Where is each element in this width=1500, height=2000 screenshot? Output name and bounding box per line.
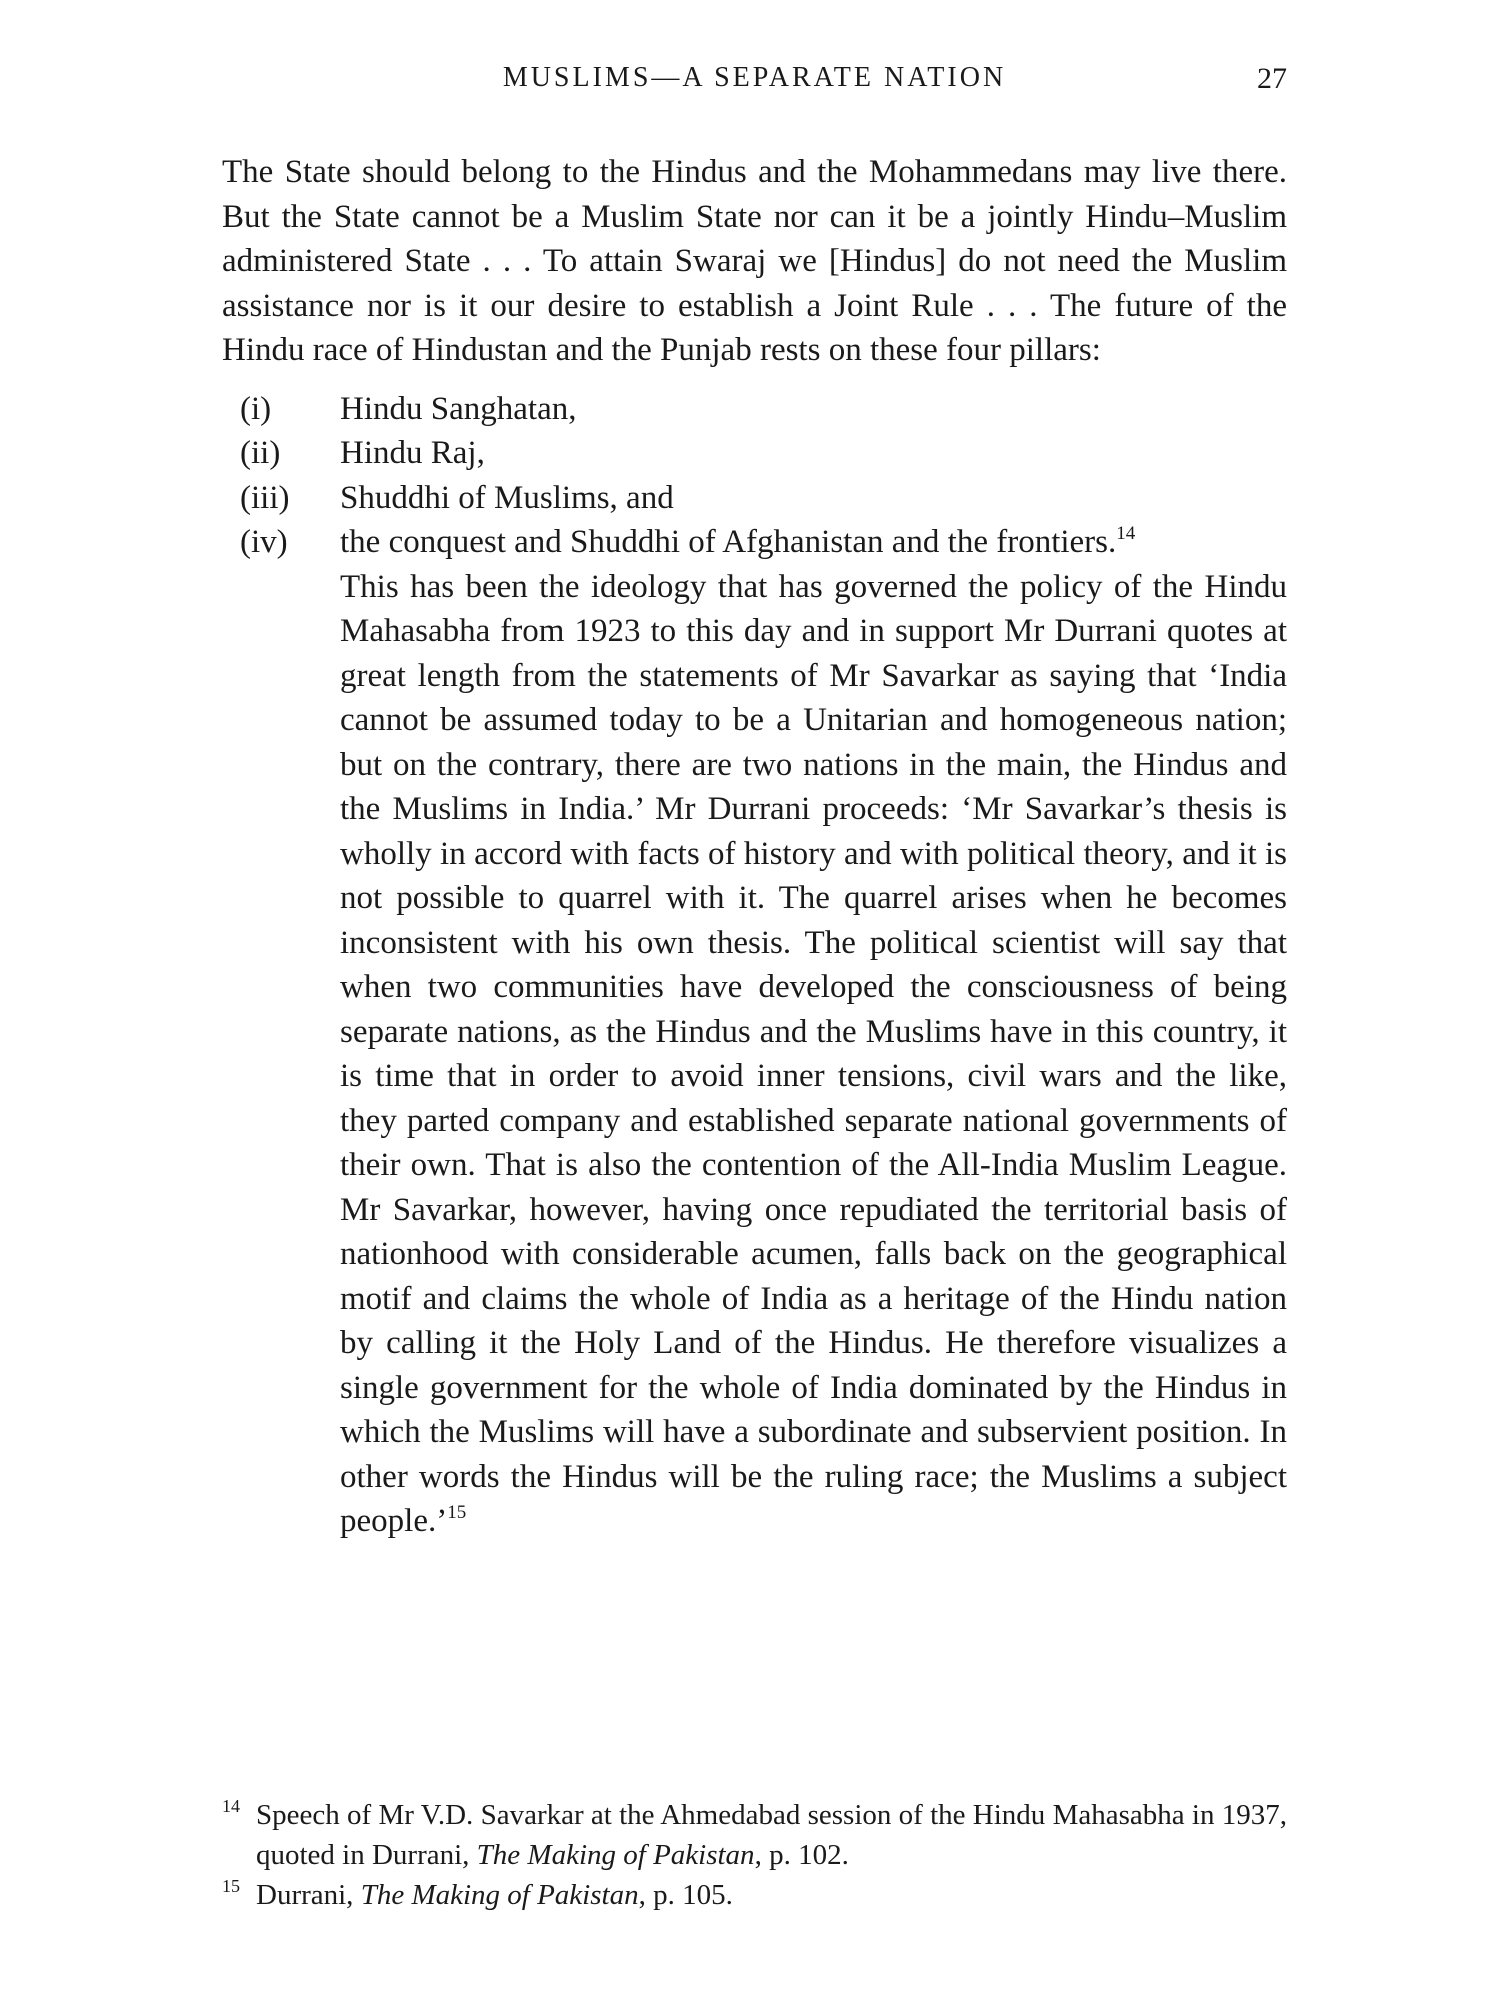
book-title: The Making of Pakistan	[476, 1839, 755, 1871]
footnote-ref-15[interactable]: 15	[447, 1502, 467, 1523]
continuation-paragraph	[222, 565, 1287, 1544]
running-head	[222, 62, 1287, 102]
footnote-text: Speech of Mr V.D. Savarkar at the Ahmedabad session of the Hindu Mahasabha in 1937, quoted in Durrani,	[256, 1799, 1287, 1871]
page-number: 27	[1257, 62, 1287, 95]
list-item	[222, 387, 1287, 432]
footnotes	[222, 1795, 1287, 1915]
footnote-text: Durrani,	[256, 1879, 361, 1911]
list-marker: (ii)	[240, 435, 281, 471]
list-item-text: Shuddhi of Muslims, and	[340, 479, 674, 516]
list-item	[222, 520, 1287, 565]
list-item-text: Hindu Sanghatan,	[340, 390, 577, 427]
running-title: MUSLIMS—A SEPARATE NATION	[502, 62, 1007, 93]
footnote-15: 15 Durrani, The Making of Pakistan, p. 105.	[222, 1876, 733, 1911]
main-text	[222, 150, 1287, 1544]
footnote-14: 14 Speech of Mr V.D. Savarkar at the Ahmedabad session of the Hindu Mahasabha in 1937, quoted in Durrani, The Making of Pakistan, p. 102.	[222, 1796, 1287, 1871]
footnote-page: , p. 102.	[754, 1839, 849, 1871]
book-title: The Making of Pakistan	[360, 1879, 639, 1911]
list-item-text: the conquest and Shuddhi of Afghanistan and the frontiers.	[340, 524, 1117, 560]
list-marker: (iv)	[240, 524, 288, 560]
intro-paragraph: The State should belong to the Hindus and the Mohammedans may live there. But the State cannot be a Muslim State nor can it be a jointly Hindu–Muslim administered State . . . To attain Swaraj we [Hindus] do not need the Muslim assistance nor is it our desire to establish a Joint Rule . . . The future of the Hindu race of Hindustan and the Punjab rests on these four pillars:	[222, 154, 1287, 368]
pillars-list	[222, 387, 1287, 565]
footnote-ref-14[interactable]: 14	[1116, 523, 1136, 544]
list-item-text: Hindu Raj,	[340, 435, 485, 471]
continuation-text: This has been the ideology that has governed the policy of the Hindu Mahasabha from 1923 to this day and in support Mr Durrani quotes at great length from the statements of Mr Savarkar as saying that ‘India cannot be assumed today to be a Unitarian and homogeneous nation; but on the contrary, there are two nations in the main, the Hindus and the Muslims in India.’ Mr Durrani proceeds: ‘Mr Savarkar’s thesis is wholly in accord with facts of history and with political theory, and it is not possible to quarrel with it. The quarrel arises when he becomes inconsistent with his own thesis. The political scientist will say that when two communities have developed the consciousness of being separate nations, as the Hindus and the Muslims have in this country, it is time that in order to avoid inner tensions, civil wars and the like, they parted company and established separate national governments of their own. That is also the contention of the All-India Muslim League. Mr Savarkar, however, having once repudiated the territorial basis of nationhood with considerable acumen, falls back on the geographical motif and claims the whole of India as a heritage of the Hindu nation by calling it the Holy Land of the Hindus. He therefore visualizes a single government for the whole of India dominated by the Hindus in which the Muslims will have a subordinate and subservient position. In other words the Hindus will be the ruling race; the Muslims a subject people.’	[340, 568, 1287, 1539]
list-item	[222, 476, 1287, 521]
list-item	[222, 431, 1287, 476]
list-marker: (i)	[240, 390, 272, 427]
footnote-page: , p. 105.	[638, 1879, 733, 1911]
list-marker: (iii)	[240, 479, 290, 516]
